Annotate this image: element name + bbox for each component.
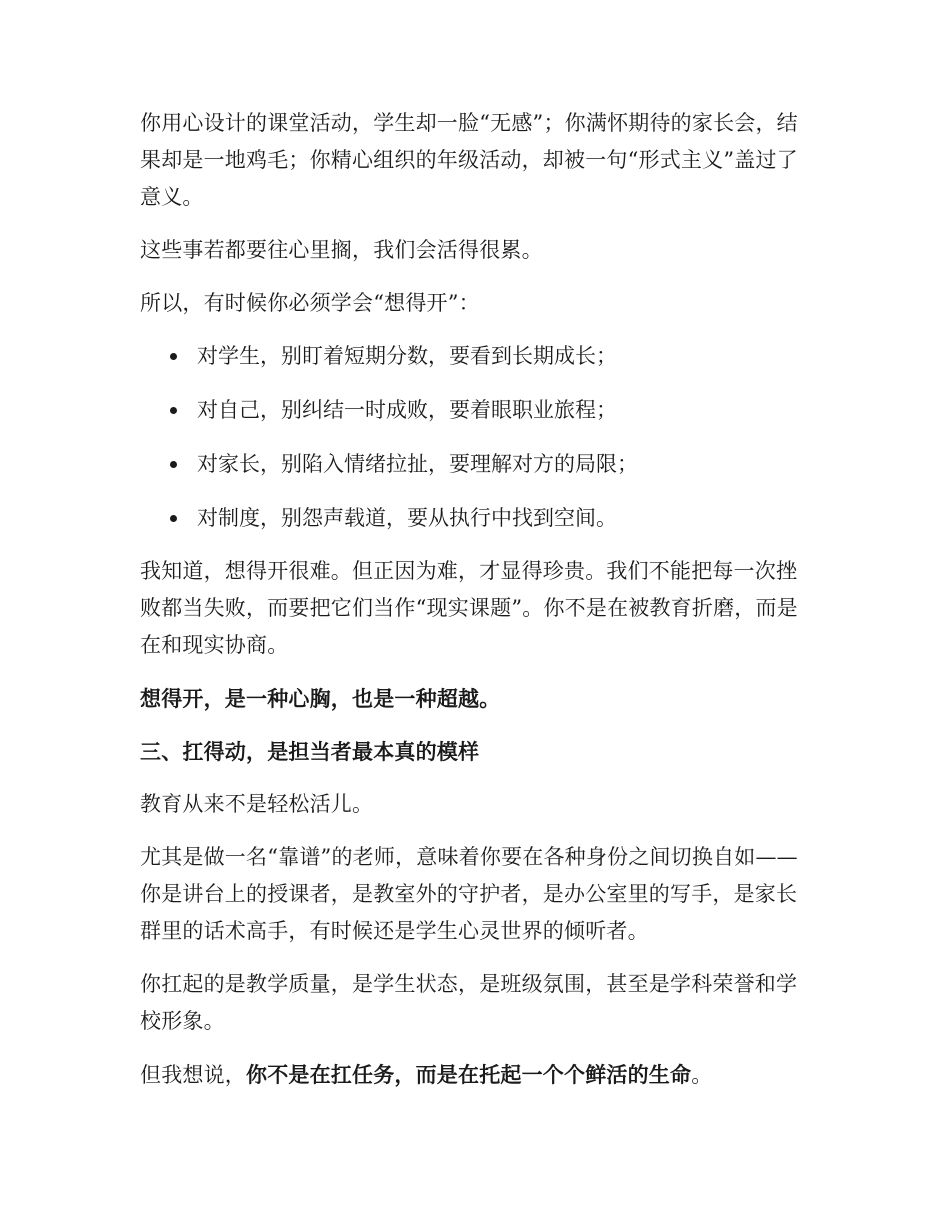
list-item (140, 446, 800, 483)
list-item-text: 对自己，别纠结一时成败，要着眼职业旅程； (197, 398, 617, 422)
paragraph-closing (140, 1056, 800, 1094)
closing-tail: 。 (691, 1063, 713, 1087)
closing-lead: 但我想说， (140, 1063, 246, 1087)
paragraph-many-roles: 尤其是做一名“靠谱”的老师，意味着你要在各种身份之间切换自如——你是讲台上的授课者，是教室外的守护者，是办公室里的写手，是家长群里的话术高手，有时候还是学生心灵世界的倾听者。 (140, 845, 798, 943)
bullet-icon (170, 407, 177, 414)
paragraph-responsibilities: 你扛起的是教学质量，是学生状态，是班级氛围，甚至是学科荣誉和学校形象。 (140, 972, 798, 1033)
bullet-icon (170, 461, 177, 468)
list-item-text: 对家长，别陷入情绪拉扯，要理解对方的局限； (197, 452, 638, 476)
bullet-icon (170, 515, 177, 522)
paragraph-learn-to-let-go: 所以，有时候你必须学会“想得开”： (140, 291, 480, 315)
let-go-list (140, 338, 800, 537)
list-item (140, 392, 800, 429)
list-item (140, 500, 800, 537)
paragraph-hard-but-precious: 我知道，想得开很难。但正因为难，才显得珍贵。我们不能把每一次挫败都当失败，而要把它们当作“现实课题”。你不是在被教育折磨，而是在和现实协商。 (140, 559, 798, 657)
list-item-text: 对制度，别怨声载道，要从执行中找到空间。 (197, 506, 617, 530)
paragraph-exhausting: 这些事若都要往心里搁，我们会活得很累。 (140, 238, 543, 262)
closing-emphasis: 你不是在扛任务，而是在托起一个个鲜活的生命 (246, 1062, 692, 1087)
document-page (140, 105, 800, 1094)
list-item (140, 338, 800, 375)
paragraph-not-easy: 教育从来不是轻松活儿。 (140, 792, 374, 816)
paragraph-emphasis-letting-go: 想得开，是一种心胸，也是一种超越。 (140, 686, 501, 711)
section-heading: 三、扛得动，是担当者最本真的模样 (140, 739, 480, 764)
paragraph-unappreciated-efforts: 你用心设计的课堂活动，学生却一脸“无感”；你满怀期待的家长会，结果却是一地鸡毛；你精心组织的年级活动，却被一句“形式主义”盖过了意义。 (140, 111, 798, 209)
bullet-icon (170, 353, 177, 360)
list-item-text: 对学生，别盯着短期分数，要看到长期成长； (197, 344, 617, 368)
